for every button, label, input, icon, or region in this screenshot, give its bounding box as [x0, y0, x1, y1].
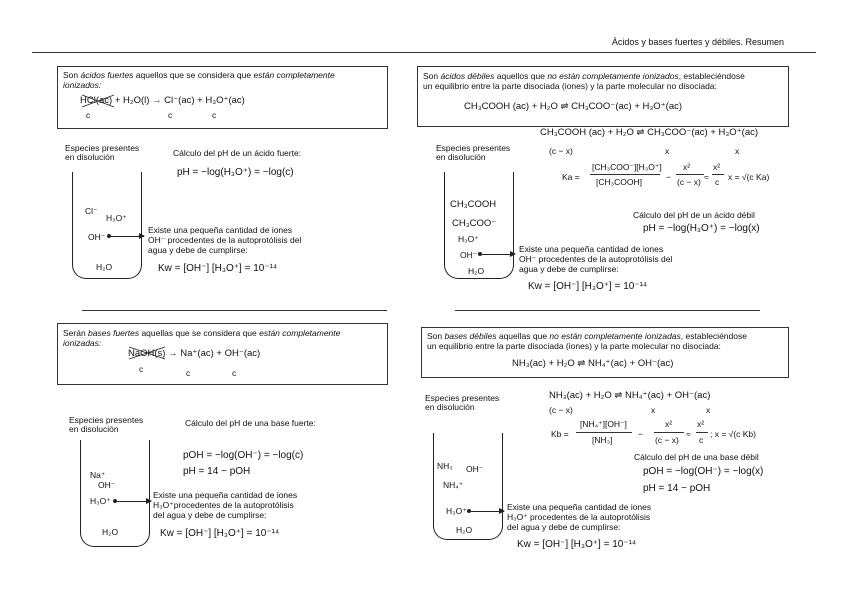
strong-base-definition-line2: ionizadas: — [63, 338, 102, 348]
equilibrium-reaction: NH₃(ac) + H₂O ⇌ NH₄⁺(ac) + OH⁻(ac) — [549, 390, 711, 401]
ion-label: NH₃ — [437, 461, 453, 471]
equilibrium-reaction: CH₃COOH (ac) + H₂O ⇌ CH₃COO⁻(ac) + H₃O⁺(ac) — [540, 127, 759, 138]
note-line: Existe una pequeña cantidad de iones — [507, 502, 652, 512]
kw-equation: Kw = [OH⁻] [H₃O⁺] = 10⁻¹⁴ — [517, 539, 637, 550]
weak-base-definition-line1: Son bases débiles aquellas que no están completamente ionizadas, estableciéndose — [427, 331, 747, 341]
ion-label: CH₃COO⁻ — [452, 218, 497, 229]
species-title: Especies presentes — [425, 393, 500, 403]
note-line: OH⁻ procedentes de la autoprotólisis del — [519, 254, 673, 264]
pointer-arrow — [117, 501, 151, 502]
ion-label: H₃O⁺ — [446, 506, 467, 516]
strong-acid-reaction: HCl(ac) + H₂O(l) → Cl⁻(ac) + H₃O⁺(ac) — [80, 95, 245, 106]
pointer-arrow — [482, 254, 515, 255]
conc-label-c1: c — [139, 364, 144, 374]
conc-label-c2: c — [168, 110, 173, 120]
strong-base-definition-line1: Serán bases fuertes aquellas que se considera que están completamente — [63, 328, 341, 338]
species-title: Especies presentes — [69, 415, 144, 425]
strong-base-reaction: NaOH(s) → Na⁺(ac) + OH⁻(ac) — [128, 348, 261, 359]
fraction-bar — [696, 432, 708, 433]
ka-denominator: [CH₃COOH] — [596, 177, 642, 187]
ion-label: H₂O — [468, 266, 485, 276]
note-line: agua y debe de cumplirse: — [148, 245, 248, 255]
note-line: Existe una pequeña cantidad de iones — [148, 225, 293, 235]
ion-label: Cl⁻ — [85, 206, 98, 216]
kb-numerator: [NH₄⁺][OH⁻] — [580, 419, 627, 429]
kb-mid-numerator: x² — [665, 419, 673, 429]
calc-title: Cálculo del pH de una base fuerte: — [185, 418, 316, 428]
ka-label: Ka = — [562, 172, 580, 182]
calc-equation: pH = −log(H₃O⁺) = −log(x) — [643, 223, 760, 234]
ka-right-numerator: x² — [713, 162, 721, 172]
fraction-bar — [676, 174, 704, 175]
fraction-bar — [576, 432, 632, 433]
ion-label: CH₃COOH — [450, 199, 497, 210]
conc-label-c3: c — [212, 110, 217, 120]
ion-label: H₂O — [96, 262, 113, 272]
ion-label: H₂O — [456, 525, 473, 535]
kw-equation: Kw = [OH⁻] [H₃O⁺] = 10⁻¹⁴ — [160, 528, 280, 539]
crossed-out-mark — [127, 346, 167, 360]
ka-mid-numerator: x² — [683, 162, 691, 172]
kb-right-numerator: x² — [697, 419, 705, 429]
species-title-line2: en disolución — [436, 152, 486, 162]
conc-label-c1: c — [86, 110, 91, 120]
fraction-bar — [590, 174, 660, 175]
ion-label: H₃O⁺ — [458, 234, 479, 244]
weak-acid-definition-line2: un equilibrio entre la parte disociada (iones) y la parte molecular no disociada: — [423, 81, 717, 91]
ion-label: OH⁻ — [98, 480, 116, 490]
kw-equation: Kw = [OH⁻] [H₃O⁺] = 10⁻¹⁴ — [528, 281, 648, 292]
fraction-bar — [712, 174, 724, 175]
ion-label: OH⁻ — [88, 232, 106, 242]
calc-equation-ph: pH = 14 − pOH — [643, 483, 711, 494]
note-line: agua y debe de cumplirse: — [519, 264, 619, 274]
note-line: del agua y debe de cumplirse: — [153, 510, 267, 520]
conc-x: x — [735, 146, 740, 156]
calc-equation-poh: pOH = −log(OH⁻) = −log(c) — [183, 450, 304, 461]
section-separator — [82, 310, 387, 311]
ion-label: OH⁻ — [466, 464, 484, 474]
ka-numerator: [CH₃COO⁻][H₃O⁺] — [592, 162, 662, 172]
conc-x: x — [651, 405, 656, 415]
page-header-title: Ácidos y bases fuertes y débiles. Resumen — [611, 37, 784, 47]
weak-acid-reaction: CH₃COOH (ac) + H₂O ⇌ CH₃COO⁻(ac) + H₃O⁺(ac) — [464, 101, 683, 112]
note-line: H₃O⁺ procedentes de la autoprotólisis — [507, 512, 651, 522]
ion-label: NH₄⁺ — [443, 480, 464, 490]
weak-base-reaction: NH₃(ac) + H₂O ⇌ NH₄⁺(ac) + OH⁻(ac) — [512, 358, 674, 369]
header-rule — [32, 52, 816, 53]
species-title: Especies presentes — [436, 143, 511, 153]
calc-title: Cálculo del pH de un ácido fuerte: — [173, 148, 302, 158]
weak-acid-definition-line1: Son ácidos débiles aquellos que no están completamente ionizados, estableciéndose — [423, 71, 745, 81]
weak-base-definition-line2: un equilibrio entre la parte disociada (iones) y la parte molecular no disociada: — [427, 341, 721, 351]
crossed-out-mark — [80, 94, 116, 108]
ion-label: OH⁻ — [460, 250, 478, 260]
ka-right-denominator: c — [715, 177, 720, 187]
kb-label: Kb = — [551, 429, 569, 439]
kw-equation: Kw = [OH⁻] [H₃O⁺] = 10⁻¹⁴ — [158, 263, 278, 274]
approx-sign: ≈ — [704, 172, 709, 182]
species-title-line2: en disolución — [425, 402, 475, 412]
kb-denominator: [NH₃] — [592, 435, 613, 445]
note-line: OH⁻ procedentes de la autoprotólisis del — [148, 235, 302, 245]
calc-equation: pH = −log(H₃O⁺) = −log(c) — [177, 167, 294, 178]
calc-title: Cálculo del pH de una base débil — [634, 452, 759, 462]
conc-initial: (c − x) — [549, 146, 573, 156]
conc-x: x — [706, 405, 711, 415]
conc-label-c3: c — [232, 368, 237, 378]
strong-acid-definition-line1: Son ácidos fuertes aquellos que se considera que están completamente — [63, 70, 335, 80]
calc-title: Cálculo del pH de un ácido débil — [633, 210, 755, 220]
note-line: Existe una pequeña cantidad de iones — [153, 490, 298, 500]
kb-mid-denominator: (c − x) — [655, 435, 679, 445]
minus-sign: − — [666, 172, 671, 182]
note-line: H₃O⁺procedentes de la autoprotólisis — [153, 500, 294, 510]
ion-label: H₃O⁺ — [106, 213, 127, 223]
conc-x: x — [665, 146, 670, 156]
calc-equation-poh: pOH = −log(OH⁻) = −log(x) — [643, 466, 764, 477]
x-solution: x = √(c Ka) — [728, 172, 770, 182]
calc-equation-ph: pH = 14 − pOH — [183, 466, 251, 477]
species-title-line2: en disolución — [69, 424, 119, 434]
strong-acid-definition-line2: ionizados: — [63, 80, 102, 90]
approx-sign: ≈ — [686, 429, 691, 439]
note-line: del agua y debe de cumplirse: — [507, 522, 621, 532]
species-title-line2: en disolución — [65, 152, 115, 162]
x-solution: ; x = √(c Kb) — [710, 429, 756, 439]
conc-label-c2: c — [186, 368, 191, 378]
pointer-arrow — [111, 236, 144, 237]
ka-mid-denominator: (c − x) — [677, 177, 701, 187]
ion-label: H₂O — [102, 527, 119, 537]
ion-label: Na⁺ — [90, 470, 106, 480]
species-title: Especies presentes — [65, 143, 140, 153]
minus-sign: − — [638, 429, 643, 439]
pointer-arrow — [471, 511, 504, 512]
ion-label: H₃O⁺ — [90, 496, 111, 506]
note-line: Existe una pequeña cantidad de iones — [519, 244, 664, 254]
kb-right-denominator: c — [699, 435, 704, 445]
conc-initial: (c − x) — [549, 405, 573, 415]
fraction-bar — [654, 432, 684, 433]
section-separator — [455, 310, 760, 311]
